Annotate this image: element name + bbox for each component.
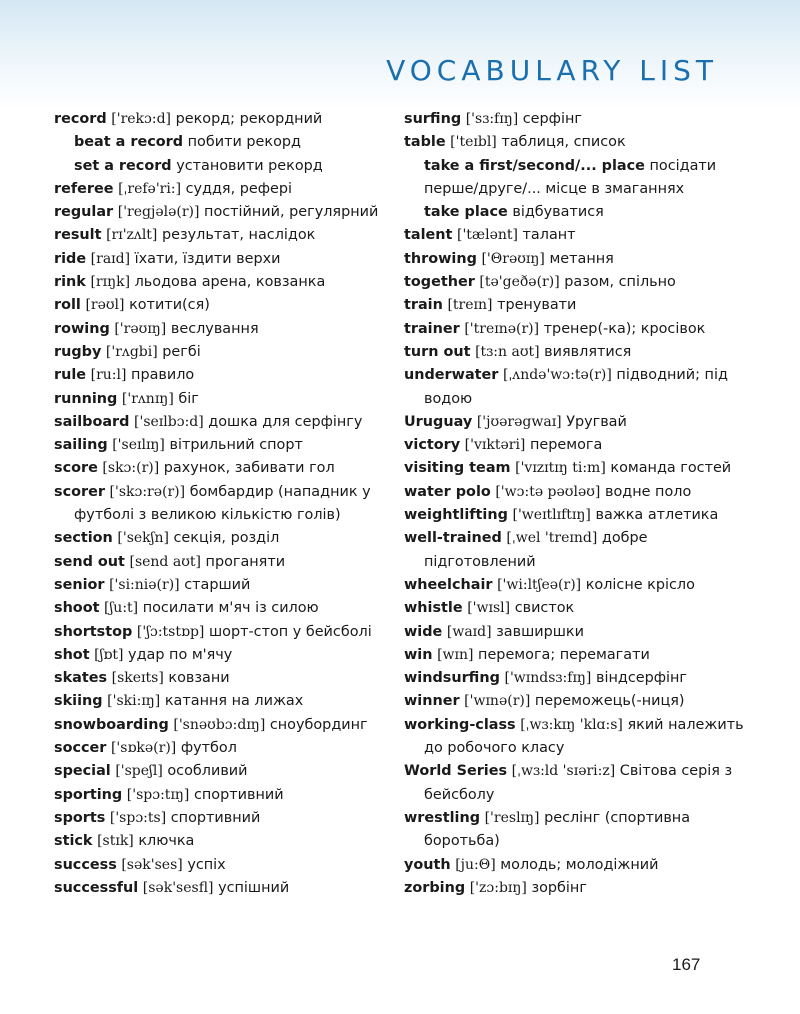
translation: катання на лижах — [164, 693, 304, 710]
vocabulary-entry — [404, 877, 744, 900]
transcription: ['vɪktəri] — [464, 437, 526, 454]
transcription: ['speʃl] — [115, 763, 163, 780]
translation: підводний; під водою — [424, 367, 728, 407]
transcription: ['seɪlɪŋ] — [112, 437, 165, 454]
translation: ключка — [138, 833, 195, 850]
translation: водне поло — [604, 483, 692, 500]
translation: метання — [549, 250, 614, 267]
translation: таблиця, список — [501, 134, 626, 151]
transcription: ['rʌgbi] — [105, 343, 158, 360]
headword: skiing — [54, 693, 103, 710]
headword: rule — [54, 367, 87, 384]
transcription: ['spɔ:tɪŋ] — [126, 786, 190, 803]
vocabulary-entry — [404, 621, 744, 644]
vocabulary-entry — [54, 434, 388, 457]
headword: train — [404, 297, 443, 314]
translation: тренер(-ка); кросівок — [543, 320, 706, 337]
transcription: ['snəʊbɔ:dɪŋ] — [173, 716, 266, 733]
translation: вітрильний спорт — [169, 437, 303, 454]
translation: виявлятися — [544, 343, 632, 360]
translation: колісне крісло — [585, 576, 695, 593]
vocabulary-entry — [404, 294, 744, 317]
vocabulary-entry — [54, 690, 388, 713]
translation: проганяти — [205, 553, 286, 570]
translation: результат, наслідок — [161, 227, 316, 244]
headword: underwater — [404, 367, 499, 384]
vocabulary-entry — [54, 457, 388, 480]
vocabulary-entry — [404, 457, 744, 480]
headword: soccer — [54, 740, 107, 757]
vocabulary-entry — [404, 760, 744, 807]
headword: scorer — [54, 483, 105, 500]
headword: shot — [54, 646, 90, 663]
translation: серфінг — [522, 111, 582, 127]
transcription: [sək'ses] — [121, 856, 183, 873]
transcription: [rəʊl] — [85, 297, 125, 314]
headword: talent — [404, 227, 453, 244]
translation: спортивний — [170, 809, 261, 826]
translation: правило — [131, 367, 195, 384]
vocabulary-entry — [404, 271, 744, 294]
transcription: ['ski:ɪŋ] — [107, 693, 161, 710]
headword: whistle — [404, 600, 463, 617]
vocabulary-entry — [54, 341, 388, 364]
translation: особливий — [167, 763, 248, 780]
vocabulary-entry — [404, 341, 744, 364]
translation: команда гостей — [610, 460, 732, 477]
transcription: ['rekɔ:d] — [111, 111, 172, 127]
headword: surfing — [404, 111, 462, 127]
vocabulary-entry — [404, 644, 744, 667]
transcription: [tɜ:n aʊt] — [475, 343, 540, 360]
translation: рекорд; рекордний — [175, 111, 323, 127]
translation: Світова серія з бейсболу — [424, 763, 733, 803]
translation: льодова арена, ковзанка — [134, 274, 326, 291]
translation: перемога — [529, 437, 603, 454]
transcription: ['teɪbl] — [450, 134, 497, 151]
vocabulary-entry — [404, 318, 744, 341]
transcription: ['wɪsl] — [467, 600, 511, 617]
vocabulary-entry — [404, 527, 744, 574]
transcription: ['wɪnə(r)] — [464, 693, 531, 710]
vocabulary-entry — [404, 131, 744, 154]
headword: wide — [404, 623, 443, 640]
headword: weightlifting — [404, 507, 508, 524]
translation: посилати м'яч із силою — [142, 600, 319, 617]
transcription: [rɪŋk] — [90, 274, 131, 291]
headword: win — [404, 646, 433, 663]
translation: успішний — [218, 879, 290, 896]
headword: Uruguay — [404, 413, 473, 430]
transcription: ['regjələ(r)] — [117, 204, 200, 221]
vocabulary-entry — [54, 737, 388, 760]
transcription: [skeɪts] — [111, 670, 164, 687]
headword: beat a record — [74, 134, 184, 151]
vocabulary-entry — [404, 667, 744, 690]
translation: котити(ся) — [129, 297, 210, 314]
translation: футбол — [180, 740, 237, 757]
translation: завширшки — [496, 623, 584, 640]
vocabulary-entry — [54, 364, 388, 387]
vocabulary-entry — [54, 201, 388, 224]
vocabulary-column-left — [54, 108, 388, 900]
transcription: ['si:niə(r)] — [109, 576, 180, 593]
translation: спортивний — [193, 786, 284, 803]
headword: record — [54, 111, 107, 127]
vocabulary-subentry — [404, 201, 744, 224]
translation: важка атлетика — [595, 507, 719, 524]
headword: water polo — [404, 483, 491, 500]
headword: sailing — [54, 437, 108, 454]
page-title: VOCABULARY LIST — [386, 54, 718, 87]
headword: shortstop — [54, 623, 133, 640]
headword: shoot — [54, 600, 100, 617]
translation: разом, спільно — [564, 274, 676, 291]
headword: senior — [54, 576, 105, 593]
transcription: ['wɪndsɜ:fɪŋ] — [504, 670, 592, 687]
headword: stick — [54, 833, 93, 850]
vocabulary-subentry — [404, 155, 744, 202]
vocabulary-entry — [404, 434, 744, 457]
vocabulary-entry — [54, 714, 388, 737]
vocabulary-entry — [404, 108, 744, 131]
headword: table — [404, 134, 446, 151]
translation: сноубординг — [269, 716, 368, 733]
vocabulary-entry — [404, 597, 744, 620]
vocabulary-entry — [54, 294, 388, 317]
translation: Уругвай — [566, 413, 627, 430]
vocabulary-entry — [54, 388, 388, 411]
translation: зорбінг — [531, 879, 587, 896]
transcription: ['wɔ:tə pəʊləʊ] — [495, 483, 601, 500]
headword: score — [54, 460, 98, 477]
headword: sailboard — [54, 413, 130, 430]
transcription: ['zɔ:bɪŋ] — [469, 879, 527, 896]
transcription: ['wi:ltʃeə(r)] — [497, 576, 582, 593]
headword: success — [54, 856, 117, 873]
vocabulary-entry — [404, 854, 744, 877]
transcription: [tə'geðə(r)] — [479, 274, 560, 291]
transcription: [rɪ'zʌlt] — [106, 227, 158, 244]
headword: victory — [404, 437, 461, 454]
headword: result — [54, 227, 102, 244]
vocabulary-entry — [54, 644, 388, 667]
translation: реслінг (спортивна боротьба) — [424, 809, 691, 850]
vocabulary-entry — [404, 364, 744, 411]
transcription: [wɪn] — [437, 646, 474, 663]
transcription: ['rəʊɪŋ] — [114, 320, 167, 337]
headword: send out — [54, 553, 125, 570]
vocabulary-entry — [404, 807, 744, 854]
translation: добре підготовлений — [424, 530, 648, 570]
headword: wheelchair — [404, 576, 493, 593]
translation: побити рекорд — [187, 134, 301, 151]
translation: перемога; перемагати — [478, 646, 650, 663]
transcription: [waɪd] — [446, 623, 492, 640]
translation: бомбардир (нападник у футболі з великою кількістю голів) — [74, 483, 371, 524]
vocabulary-entry — [54, 597, 388, 620]
headword: rugby — [54, 343, 102, 360]
vocabulary-entry — [404, 411, 744, 434]
translation: свисток — [514, 600, 575, 617]
headword: trainer — [404, 320, 460, 337]
translation: талант — [522, 227, 576, 244]
headword: sports — [54, 809, 106, 826]
translation: біг — [178, 390, 199, 407]
headword: section — [54, 530, 113, 547]
vocabulary-entry — [54, 667, 388, 690]
translation: постійний, регулярний — [204, 204, 379, 221]
translation: рахунок, забивати гол — [163, 460, 335, 477]
headword: World Series — [404, 763, 508, 780]
page-number: 167 — [672, 955, 701, 974]
translation: суддя, рефері — [185, 180, 293, 197]
vocabulary-entry — [54, 318, 388, 341]
transcription: [ˌrefə'ri:] — [118, 180, 182, 197]
translation: відбуватися — [512, 204, 604, 221]
headword: take place — [424, 204, 508, 221]
vocabulary-entry — [404, 248, 744, 271]
transcription: ['vɪzɪtɪŋ ti:m] — [515, 460, 606, 477]
headword: zorbing — [404, 879, 466, 896]
transcription: [ˌwɜ:ld 'sɪəri:z] — [511, 763, 616, 780]
headword: rowing — [54, 320, 110, 337]
vocabulary-entry — [404, 714, 744, 761]
translation: веслування — [170, 320, 259, 337]
transcription: ['treɪnə(r)] — [464, 320, 540, 337]
transcription: [ʃɒt] — [94, 646, 124, 663]
translation: тренувати — [497, 297, 577, 314]
vocabulary-entry — [54, 527, 388, 550]
headword: roll — [54, 297, 81, 314]
vocabulary-subentry — [54, 155, 388, 178]
vocabulary-entry — [54, 224, 388, 247]
headword: working-class — [404, 716, 516, 733]
vocabulary-entry — [54, 248, 388, 271]
headword: referee — [54, 180, 114, 197]
headword: rink — [54, 274, 86, 291]
headword: sporting — [54, 786, 123, 803]
translation: удар по м'ячу — [128, 646, 233, 663]
vocabulary-entry — [54, 551, 388, 574]
vocabulary-entry — [54, 760, 388, 783]
vocabulary-entry — [404, 690, 744, 713]
transcription: [stɪk] — [97, 833, 134, 850]
headword: well-trained — [404, 530, 502, 547]
transcription: ['tælənt] — [457, 227, 518, 244]
headword: visiting team — [404, 460, 511, 477]
vocabulary-entry — [54, 411, 388, 434]
vocabulary-entry — [54, 574, 388, 597]
transcription: ['jʊərəgwaɪ] — [476, 413, 562, 430]
translation: установити рекорд — [176, 157, 323, 174]
headword: throwing — [404, 250, 477, 267]
transcription: [raɪd] — [90, 250, 131, 267]
headword: regular — [54, 204, 114, 221]
translation: молодь; молодіжний — [500, 856, 659, 873]
vocabulary-entry — [54, 621, 388, 644]
vocabulary-entry — [54, 271, 388, 294]
translation: старший — [184, 576, 251, 593]
translation: переможець(-ниця) — [534, 693, 685, 710]
vocabulary-entry — [54, 178, 388, 201]
transcription: [send aʊt] — [129, 553, 201, 570]
transcription: ['sɒkə(r)] — [110, 740, 177, 757]
headword: take a first/second/... place — [424, 157, 645, 174]
vocabulary-column-right — [404, 108, 744, 900]
vocabulary-entry — [54, 877, 388, 900]
vocabulary-entry — [404, 481, 744, 504]
translation: їхати, їздити верхи — [134, 250, 281, 267]
transcription: [treɪn] — [447, 297, 493, 314]
transcription: ['skɔ:rə(r)] — [109, 483, 186, 500]
vocabulary-entry — [54, 784, 388, 807]
translation: успіх — [187, 856, 226, 873]
vocabulary-entry — [404, 224, 744, 247]
transcription: ['weɪtlɪftɪŋ] — [512, 507, 591, 524]
vocabulary-entry — [54, 108, 388, 131]
headword: skates — [54, 670, 108, 687]
transcription: [ˌʌndə'wɔ:tə(r)] — [502, 367, 612, 384]
vocabulary-entry — [404, 574, 744, 597]
translation: який належить до робочого класу — [424, 716, 744, 757]
transcription: [ju:Θ] — [455, 856, 496, 873]
transcription: [skɔ:(r)] — [102, 460, 160, 477]
transcription: [ˌwel 'treɪnd] — [506, 530, 598, 547]
translation: регбі — [162, 343, 201, 360]
vocabulary-entry — [54, 807, 388, 830]
translation: посідати перше/друге/... місце в змаганнях — [424, 157, 717, 197]
transcription: ['sekʃn] — [117, 530, 169, 547]
vocabulary-subentry — [54, 131, 388, 154]
headword: windsurfing — [404, 670, 500, 687]
headword: running — [54, 390, 118, 407]
headword: set a record — [74, 157, 172, 174]
translation: секція, розділ — [173, 530, 280, 547]
headword: youth — [404, 856, 451, 873]
headword: special — [54, 763, 111, 780]
translation: віндсерфінг — [595, 670, 687, 687]
vocabulary-entry — [54, 830, 388, 853]
translation: ковзани — [168, 670, 230, 687]
headword: wrestling — [404, 809, 481, 826]
vocabulary-entry — [54, 481, 388, 528]
transcription: ['Θrəʊɪŋ] — [481, 250, 545, 267]
transcription: [sək'sesfl] — [142, 879, 214, 896]
headword: ride — [54, 250, 87, 267]
vocabulary-entry — [54, 854, 388, 877]
vocabulary-entry — [404, 504, 744, 527]
transcription: [ʃu:t] — [104, 600, 139, 617]
transcription: ['rʌnɪŋ] — [121, 390, 174, 407]
transcription: ['spɔ:ts] — [109, 809, 167, 826]
transcription: ['sɜ:fɪŋ] — [465, 111, 519, 127]
translation: дошка для серфінгу — [208, 413, 363, 430]
translation: шорт-стоп у бейсболі — [208, 623, 372, 640]
headword: winner — [404, 693, 460, 710]
headword: turn out — [404, 343, 471, 360]
headword: snowboarding — [54, 716, 169, 733]
transcription: ['seɪlbɔ:d] — [134, 413, 204, 430]
headword: successful — [54, 879, 139, 896]
headword: together — [404, 274, 475, 291]
transcription: [ˌwɜ:kɪŋ 'klɑ:s] — [520, 716, 623, 733]
transcription: ['ʃɔ:tstɒp] — [136, 623, 205, 640]
transcription: [ru:l] — [90, 367, 127, 384]
transcription: ['reslɪŋ] — [484, 809, 540, 826]
